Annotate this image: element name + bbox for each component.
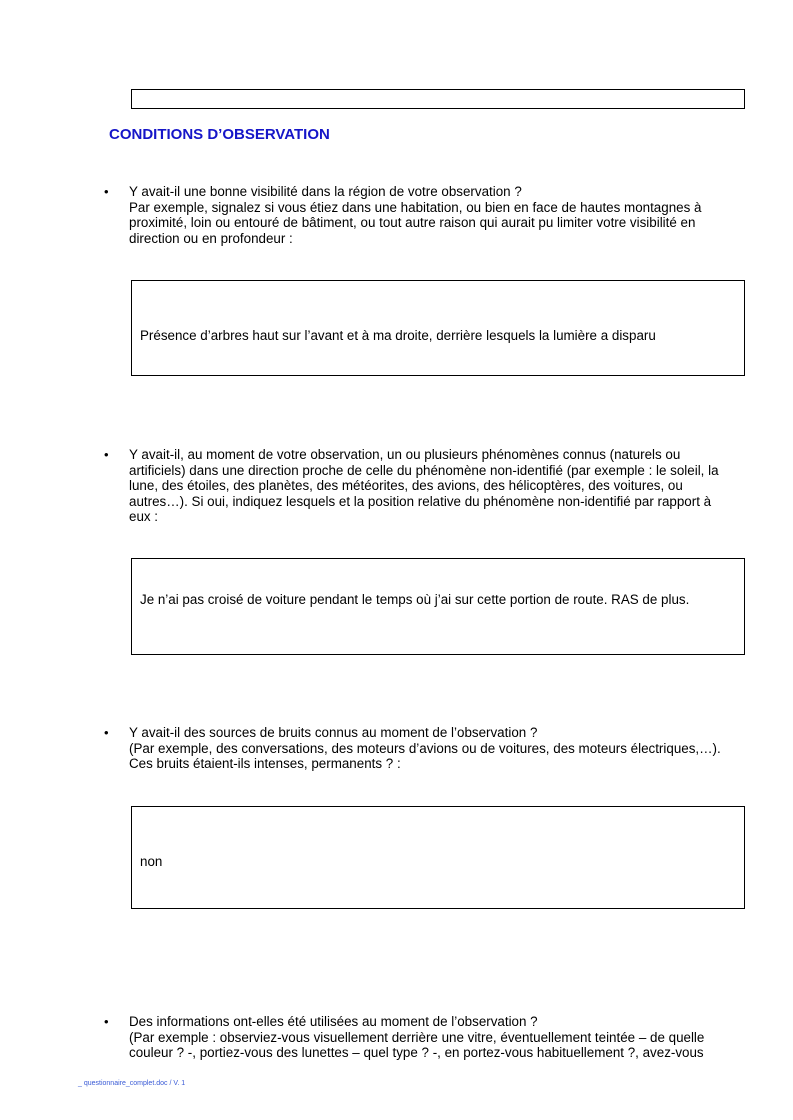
answer-box-known-phenomena[interactable]: [131, 558, 745, 655]
document-footer: _ questionnaire_complet.doc / V. 1: [78, 1080, 186, 1087]
question-line: Y avait-il des sources de bruits connus au moment de l’observation ?: [129, 725, 538, 740]
answer-box-noise-sources[interactable]: [131, 806, 745, 909]
question-line: direction ou en profondeur :: [129, 230, 293, 246]
question-line: proximité, loin ou entouré de bâtiment, ou tout autre raison qui aurait pu limiter votre visibilité en: [129, 215, 696, 230]
bullet: •: [104, 1014, 109, 1029]
question-line: autres…). Si oui, indiquez lesquels et la position relative du phénomène non-identifié par rapport à: [129, 493, 712, 509]
question-known-phenomena: [129, 447, 729, 525]
question-line: (Par exemple : observiez-vous visuellement derrière une vitre, éventuellement teintée – de quelle: [129, 1029, 705, 1045]
question-line: eux :: [129, 509, 159, 524]
question-line: (Par exemple, des conversations, des moteurs d’avions ou de voitures, des moteurs électriques,…).: [129, 740, 721, 756]
question-line: Des informations ont-elles été utilisées au moment de l’observation ?: [129, 1014, 538, 1029]
question-visibility: [129, 184, 729, 246]
answer-text: Je n’ai pas croisé de voiture pendant le temps où j’ai sur cette portion de route. RAS de plus.: [140, 592, 690, 607]
question-line: Y avait-il une bonne visibilité dans la région de votre observation ?: [129, 184, 522, 199]
question-information-used: [129, 1014, 729, 1061]
previous-answer-box[interactable]: [131, 89, 745, 109]
question-line: couleur ? -, portiez-vous des lunettes – quel type ? -, en portez-vous habituellement ?, avez-vous: [129, 1045, 704, 1060]
question-line: Y avait-il, au moment de votre observation, un ou plusieurs phénomènes connus (naturels ou: [129, 447, 681, 462]
section-title: CONDITIONS D’OBSERVATION: [109, 126, 330, 143]
bullet: •: [104, 725, 109, 740]
answer-text: non: [140, 854, 163, 869]
answer-box-visibility[interactable]: [131, 280, 745, 376]
question-line: lune, des étoiles, des planètes, des météorites, des avions, des hélicoptères, des voitures, ou: [129, 478, 683, 493]
answer-text: Présence d’arbres haut sur l’avant et à ma droite, derrière lesquels la lumière a disparu: [140, 328, 656, 343]
question-noise-sources: [129, 725, 729, 772]
question-line: Ces bruits étaient-ils intenses, permanents ? :: [129, 756, 401, 771]
bullet: •: [104, 184, 109, 199]
bullet: •: [104, 447, 109, 462]
question-line: Par exemple, signalez si vous étiez dans une habitation, ou bien en face de hautes montagnes à: [129, 199, 702, 215]
question-line: artificiels) dans une direction proche de celle du phénomène non-identifié (par exemple : le soleil, la: [129, 462, 719, 478]
